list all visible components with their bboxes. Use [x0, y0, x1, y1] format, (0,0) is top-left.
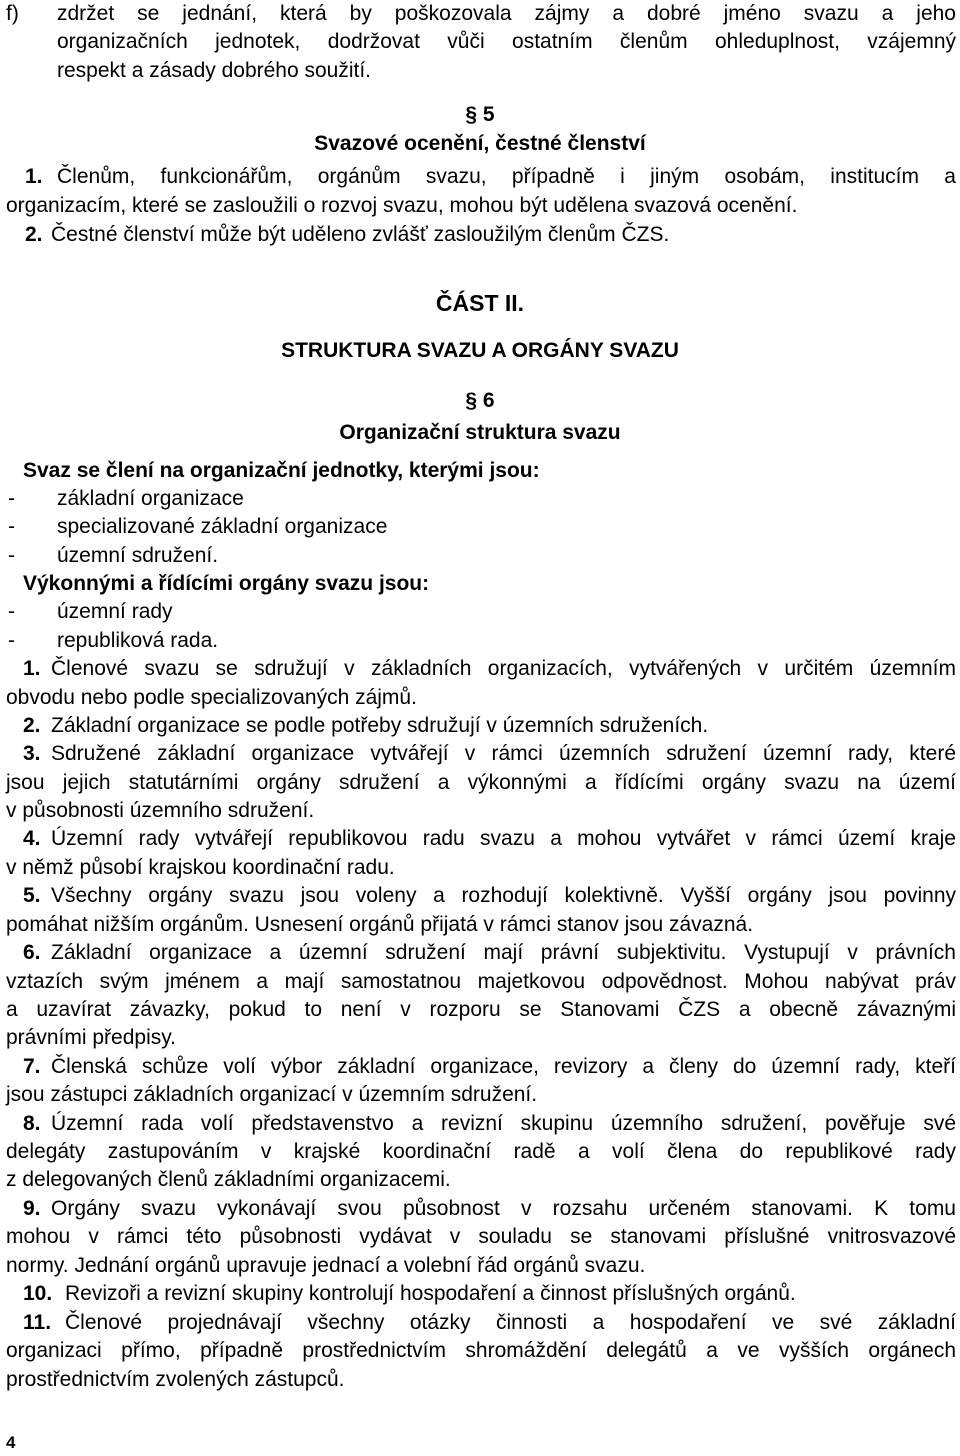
para-3-text-2: jsou jejich statutárními orgány sdružení a výkonnými a řídícími orgány svazu na území: [6, 771, 956, 794]
para-1-line-2: [0, 684, 960, 712]
para-8-line-3: [0, 1166, 960, 1194]
para-1-text-2: obvodu nebo podle specializovaných zájmů.: [6, 686, 417, 709]
sec5-p2-line-1: [0, 221, 960, 249]
para-4-text-1: Územní rady vytvářejí republikovou radu svazu a mohou vytvářet v rámci území kraje: [51, 827, 956, 850]
sec-f-text-2: organizačních jednotek, dodržovat vůči ostatním členům ohleduplnost, vzájemný: [57, 30, 956, 53]
dash-icon: -: [8, 544, 15, 567]
sec6-intro-text: Svaz se člení na organizační jednotky, kterými jsou:: [23, 459, 540, 482]
sec5-p1-text-2: organizacím, které se zasloužili o rozvoj svazu, mohou být udělena svazová ocenění.: [6, 194, 798, 217]
para-1-num: 1.: [23, 657, 41, 680]
organ-item: [0, 627, 960, 655]
para-3-num: 3.: [23, 742, 41, 765]
organs-intro: [0, 570, 960, 598]
unit-item-text: základní organizace: [57, 487, 244, 510]
para-1-line-1: [0, 655, 960, 683]
part-title: ČÁST II.: [435, 290, 525, 316]
para-7-line-2: [0, 1081, 960, 1109]
sec6-title: Organizační struktura svazu: [339, 421, 621, 444]
para-9-text-2: mohou v rámci této působnosti vydávat v souladu se stanovami příslušné vnitrosvazové: [6, 1225, 956, 1248]
para-5-num: 5.: [23, 884, 41, 907]
para-9-line-3: [0, 1252, 960, 1280]
para-4-line-2: [0, 854, 960, 882]
para-9-num: 9.: [23, 1197, 41, 1220]
para-3-line-3: [0, 797, 960, 825]
para-8-text-2: delegáty zastupováním v krajské koordinační radě a volí člena do republikové rady: [6, 1140, 956, 1163]
sec6-heading: [0, 387, 960, 415]
unit-item-text: územní sdružení.: [57, 544, 219, 567]
para-10-num: 10.: [23, 1282, 53, 1305]
section-mark-icon: §: [465, 103, 483, 126]
para-11-num: 11.: [23, 1311, 52, 1334]
para-8-line-2: [0, 1138, 960, 1166]
unit-item: [0, 513, 960, 541]
para-7-text-1: Členská schůze volí výbor základní organizace, revizory a členy do územní rady, kteří: [51, 1055, 956, 1078]
para-2-num: 2.: [23, 714, 41, 737]
para-5-line-2: [0, 911, 960, 939]
para-3-text-3: v působnosti územního sdružení.: [6, 799, 315, 822]
para-10-text-1: Revizoři a revizní skupiny kontrolují hospodaření a činnost příslušných orgánů.: [65, 1282, 796, 1305]
para-3-line-1: [0, 740, 960, 768]
para-6-text-1: Základní organizace a územní sdružení mají právní subjektivitu. Vystupují v právních: [51, 941, 956, 964]
para-11-line-1: [0, 1309, 960, 1337]
para-8-text-1: Územní rada volí představenstvo a revizní skupinu územního sdružení, pověřuje své: [51, 1112, 956, 1135]
sec5-p2-num: 2.: [25, 223, 43, 246]
sec5-p1-num: 1.: [25, 165, 43, 188]
dash-icon: -: [8, 487, 15, 510]
sec-f-text-3: respekt a zásady dobrého soužití.: [57, 59, 372, 82]
sec5-p1-line-2: [0, 192, 960, 220]
sec5-p1-line-1: [0, 163, 960, 191]
page-number: [0, 1431, 960, 1455]
unit-item: [0, 485, 960, 513]
para-2-text-1: Základní organizace se podle potřeby sdružují v územních sdruženích.: [51, 714, 709, 737]
para-6-text-3: a uzavírat závazky, pokud to není v rozporu se Stanovami ČZS a obecně závaznými: [6, 998, 956, 1021]
para-3-line-2: [0, 769, 960, 797]
dash-icon: -: [8, 515, 15, 538]
para-6-text-4: právními předpisy.: [6, 1026, 177, 1049]
para-4-line-1: [0, 825, 960, 853]
sec5-p2-text-1: Čestné členství může být uděleno zvlášť zasloužilým členům ČZS.: [51, 223, 670, 246]
para-9-line-1: [0, 1195, 960, 1223]
para-6-text-2: vztazích svým jménem a mají samostatnou majetkovou odpovědnost. Mohou nabývat práv: [6, 970, 956, 993]
para-7-text-2: jsou zástupci základních organizací v územním sdružení.: [6, 1083, 538, 1106]
organs-intro-text: Výkonnými a řídícími orgány svazu jsou:: [23, 572, 430, 595]
para-11-text-3: prostřednictvím zvolených zástupců.: [6, 1368, 345, 1391]
para-6-line-3: [0, 996, 960, 1024]
sec6-intro: [0, 457, 960, 485]
section-mark-icon: §: [465, 389, 483, 412]
sec5-number: 5: [482, 103, 495, 126]
unit-item: [0, 542, 960, 570]
dash-icon: -: [8, 629, 15, 652]
para-9-text-1: Orgány svazu vykonávají svou působnost v rozsahu určeném stanovami. K tomu: [51, 1197, 956, 1220]
sec-f-line-3: [0, 57, 960, 85]
unit-item-text: specializované základní organizace: [57, 515, 388, 538]
para-3-text-1: Sdružené základní organizace vytvářejí v rámci územních sdružení územní rady, které: [51, 742, 956, 765]
sec5-heading: [0, 101, 960, 129]
para-5-line-1: [0, 882, 960, 910]
organ-item: [0, 598, 960, 626]
para-6-line-2: [0, 968, 960, 996]
part-subtitle: STRUKTURA SVAZU A ORGÁNY SVAZU: [281, 339, 679, 362]
page-number-text: 4: [6, 1433, 16, 1452]
para-6-line-4: [0, 1024, 960, 1052]
para-8-text-3: z delegovaných členů základními organizacemi.: [6, 1168, 451, 1191]
para-4-num: 4.: [23, 827, 41, 850]
para-11-text-2: organizaci přímo, případně prostřednictvím shromáždění delegátů a ve vyšších orgánech: [6, 1339, 956, 1362]
para-2-line-1: [0, 712, 960, 740]
para-6-line-1: [0, 939, 960, 967]
organ-item-text: územní rady: [57, 600, 173, 623]
organ-item-text: republiková rada.: [57, 629, 219, 652]
para-5-text-2: pomáhat nižším orgánům. Usnesení orgánů přijatá v rámci stanov jsou závazná.: [6, 913, 754, 936]
sec-f-text-1: zdržet se jednání, která by poškozovala zájmy a dobré jméno svazu a jeho: [57, 2, 956, 25]
para-6-num: 6.: [23, 941, 41, 964]
sec-f-line-1: [0, 0, 960, 28]
para-5-text-1: Všechny orgány svazu jsou voleny a rozhodují kolektivně. Vyšší orgány jsou povinny: [51, 884, 956, 907]
para-9-text-3: normy. Jednání orgánů upravuje jednací a volební řád orgánů svazu.: [6, 1254, 646, 1277]
para-7-line-1: [0, 1053, 960, 1081]
para-4-text-2: v němž působí krajskou koordinační radu.: [6, 856, 395, 879]
sec-f-label: f): [6, 2, 19, 25]
para-10-line-1: [0, 1280, 960, 1308]
para-11-line-3: [0, 1366, 960, 1394]
sec5-title: Svazové ocenění, čestné členství: [314, 132, 646, 155]
sec-f-line-2: [0, 28, 960, 56]
dash-icon: -: [8, 600, 15, 623]
para-7-num: 7.: [23, 1055, 41, 1078]
para-9-line-2: [0, 1223, 960, 1251]
para-8-num: 8.: [23, 1112, 41, 1135]
para-1-text-1: Členové svazu se sdružují v základních organizacích, vytvářených v určitém územním: [51, 657, 956, 680]
para-11-line-2: [0, 1337, 960, 1365]
para-8-line-1: [0, 1110, 960, 1138]
sec5-p1-text-1: Členům, funkcionářům, orgánům svazu, případně i jiným osobám, institucím a: [57, 165, 956, 188]
sec6-number: 6: [482, 389, 495, 412]
para-11-text-1: Členové projednávají všechny otázky činnosti a hospodaření ve své základní: [65, 1311, 956, 1334]
